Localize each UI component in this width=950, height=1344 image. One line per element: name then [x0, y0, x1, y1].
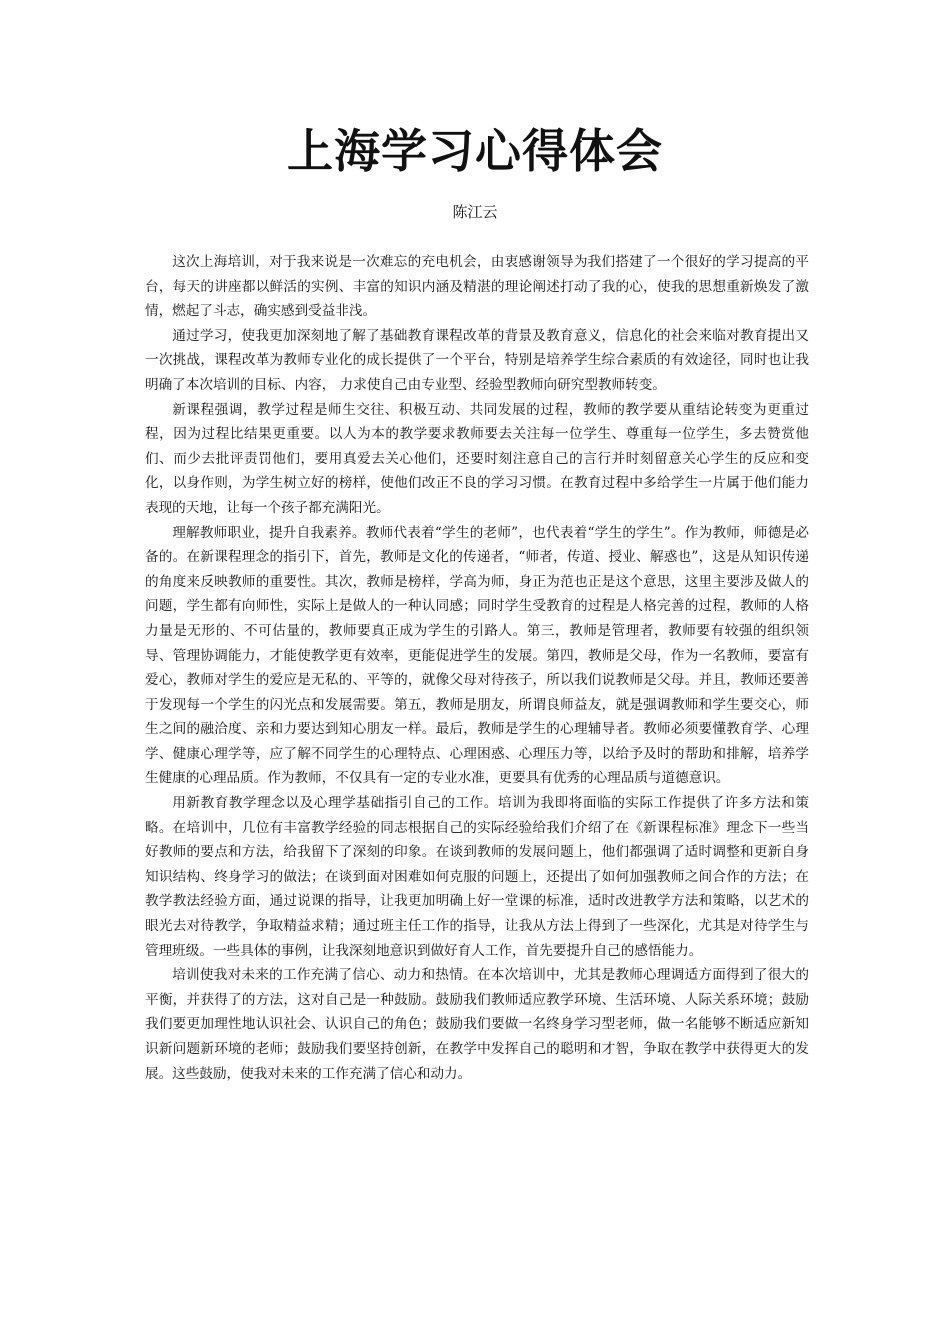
- paragraph-4: 理解教师职业，提升自我素养。教师代表着“学生的老师”，也代表着“学生的学生”。作为教师，师德是必备的。在新课程理念的指引下，首先，教师是文化的传递者，“师者，传道、授业、解惑也”，这是从知识传递的角度来反映教师的重要性。其次，教师是榜样，学高为师，身正为范也正是这个意思，这里主要涉及做人的问题，学生都有向师性，实际上是做人的一种认同感；同时学生受教育的过程是人格完善的过程，教师的人格力量是无形的、不可估量的，教师要真正成为学生的引路人。第三，教师是管理者，教师要有较强的组织领导、管理协调能力，才能使教学更有效率，更能促进学生的发展。第四，教师是父母，作为一名教师，要富有爱心，教师对学生的爱应是无私的、平等的，就像父母对待孩子，所以我们说教师是父母。并且，教师还要善于发现每一个学生的闪光点和发展需要。第五，教师是朋友，所谓良师益友，就是强调教师和学生要交心，师生之间的融洽度、亲和力要达到知心朋友一样。最后，教师是学生的心理辅导者。教师必须要懂教育学、心理学、健康心理学等，应了解不同学生的心理特点、心理困惑、心理压力等，以给予及时的帮助和排解，培养学生健康的心理品质。作为教师，不仅具有一定的专业水准，更要具有优秀的心理品质与道德意识。: [145, 524, 809, 787]
- paragraph-1: 这次上海培训，对于我来说是一次难忘的充电机会，由衷感谢领导为我们搭建了一个很好的学习提高的平台，每天的讲座都以鲜活的实例、丰富的知识内涵及精湛的理论阐述打动了我的心，使我的思想重新焕发了激情，燃起了斗志，确实感到受益非浅。: [145, 254, 809, 320]
- paragraph-5: 用新教育教学理念以及心理学基础指引自己的工作。培训为我即将面临的实际工作提供了许多方法和策略。在培训中，几位有丰富教学经验的同志根据自己的实际经验给我们介绍了在《新课程标准》理念下一些当好教师的要点和方法，给我留下了深刻的印象。在谈到教师的发展问题上，他们都强调了适时调整和更新自身知识结构、终身学习的做法；在谈到面对困难如何克服的问题上，还提出了如何加强教师之间合作的方法；在教学教法经验方面，通过说课的指导，让我更加明确上好一堂课的标准，适时改进教学方法和策略，以艺术的眼光去对待教学，争取精益求精；通过班主任工作的指导，让我从方法上得到了一些深化，尤其是对待学生与管理班级。一些具体的事例，让我深刻地意识到做好育人工作，首先要提升自己的感悟能力。: [145, 795, 809, 959]
- paragraph-3: 新课程强调，教学过程是师生交往、积极互动、共同发展的过程，教师的教学要从重结论转变为更重过程，因为过程比结果更重要。以人为本的教学要求教师要去关注每一位学生、尊重每一位学生，多去赞赏他们、而少去批评责罚他们，要用真爱去关心他们，还要时刻注意自己的言行并时刻留意关心学生的反应和变化，以身作则，为学生树立好的榜样，使他们改正不良的学习习惯。在教育过程中多给学生一片属于他们能力表现的天地，让每一个孩子都充满阳光。: [145, 401, 809, 516]
- paragraph-2: 通过学习，使我更加深刻地了解了基础教育课程改革的背景及教育意义，信息化的社会来临对教育提出又一次挑战，课程改革为教师专业化的成长提供了一个平台，特别是培养学生综合素质的有效途径，同时也让我明确了本次培训的目标、内容， 力求使自己由专业型、经验型教师向研究型教师转变。: [145, 327, 809, 393]
- paragraph-6: 培训使我对未来的工作充满了信心、动力和热情。在本次培训中，尤其是教师心理调适方面得到了很大的平衡，并获得了的方法，这对自己是一种鼓励。鼓励我们教师适应教学环境、生活环境、人际关系环境；鼓励我们要更加理性地认识社会、认识自己的角色；鼓励我们要做一名终身学习型老师，做一名能够不断适应新知识新问题新环境的老师；鼓励我们要坚持创新，在教学中发挥自己的聪明和才智，争取在教学中获得更大的发展。这些鼓励，使我对未来的工作充满了信心和动力。: [145, 967, 809, 1082]
- document-body: [145, 250, 809, 1086]
- document-author: 陈江云: [452, 203, 498, 221]
- document-title: 上海学习心得体会: [287, 124, 663, 178]
